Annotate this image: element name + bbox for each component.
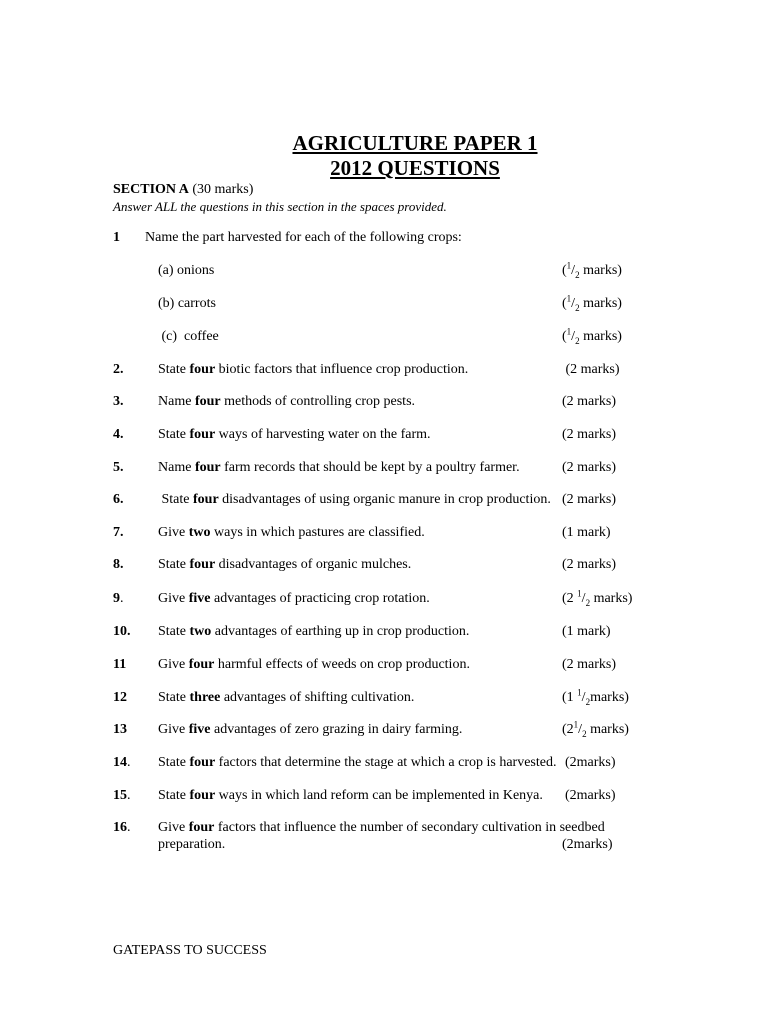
question-text: State four ways of harvesting water on the farm. bbox=[158, 427, 431, 442]
question-marks: (2marks) bbox=[562, 837, 613, 852]
question-marks: ($2^1/_2$ marks) bbox=[562, 719, 629, 739]
question-part: (c) coffee bbox=[158, 329, 219, 344]
question-text: State four disadvantages of using organic manure in crop production. bbox=[158, 492, 551, 507]
question-number: 2. bbox=[113, 362, 124, 377]
question-text: Give two ways in which pastures are classified. bbox=[158, 525, 425, 540]
question-text-continued: preparation. bbox=[158, 837, 226, 852]
question-number: 3. bbox=[113, 394, 124, 409]
question-marks: (1 mark) bbox=[562, 624, 611, 639]
question-number: 7. bbox=[113, 525, 124, 540]
question-number: 1 bbox=[113, 230, 120, 245]
question-marks: (1 mark) bbox=[562, 525, 611, 540]
question-text: State four factors that determine the stage at which a crop is harvested. bbox=[158, 755, 557, 770]
question-number: 5. bbox=[113, 460, 124, 475]
question-marks: (2 $^1/_2$ marks) bbox=[562, 588, 633, 608]
question-number: 6. bbox=[113, 492, 124, 507]
paper-title: AGRICULTURE PAPER 1 bbox=[292, 131, 538, 155]
question-marks: (2 marks) bbox=[562, 557, 617, 572]
question-part: (b) carrots bbox=[158, 296, 216, 311]
question-text: Give four harmful effects of weeds on crop production. bbox=[158, 657, 470, 672]
question-marks: ($^1/_2$ marks) bbox=[562, 326, 622, 346]
question-text: State four disadvantages of organic mulches. bbox=[158, 557, 412, 572]
question-marks: (2 marks) bbox=[562, 427, 617, 442]
question-marks: ($^1/_2$ marks) bbox=[562, 260, 622, 280]
paper-subtitle: 2012 QUESTIONS bbox=[330, 156, 500, 180]
question-text: Give four factors that influence the number of secondary cultivation in seedbed bbox=[158, 820, 605, 835]
question-number: 9. bbox=[113, 591, 124, 606]
question-marks: (2 marks) bbox=[562, 657, 617, 672]
section-marks: (30 marks) bbox=[192, 182, 254, 197]
question-text: Name four farm records that should be kept by a poultry farmer. bbox=[158, 460, 520, 475]
question-marks: (2 marks) bbox=[562, 460, 617, 475]
question-text: State four biotic factors that influence crop production. bbox=[158, 362, 469, 377]
question-part: (a) onions bbox=[158, 263, 215, 278]
section-label: SECTION A bbox=[113, 182, 189, 197]
section-heading bbox=[113, 181, 253, 198]
question-marks: (2 marks) bbox=[562, 362, 620, 377]
question-marks: (2 marks) bbox=[562, 492, 617, 507]
question-marks: (2 marks) bbox=[562, 394, 617, 409]
question-number: 12 bbox=[113, 690, 127, 705]
question-text: Give five advantages of practicing crop rotation. bbox=[158, 591, 430, 606]
question-text: State two advantages of earthing up in crop production. bbox=[158, 624, 470, 639]
question-text: Give five advantages of zero grazing in dairy farming. bbox=[158, 722, 463, 737]
question-number: 10. bbox=[113, 624, 131, 639]
question-number: 8. bbox=[113, 557, 124, 572]
question-number: 16. bbox=[113, 820, 131, 835]
page-footer: GATEPASS TO SUCCESS bbox=[113, 943, 267, 958]
question-marks: (1 $^1/_2marks$) bbox=[562, 687, 629, 707]
question-marks: (2marks) bbox=[565, 788, 616, 803]
question-number: 14. bbox=[113, 755, 131, 770]
question-marks: (2marks) bbox=[565, 755, 616, 770]
question-text: Name four methods of controlling crop pests. bbox=[158, 394, 416, 409]
question-text: State four ways in which land reform can be implemented in Kenya. bbox=[158, 788, 543, 803]
question-text: Name the part harvested for each of the following crops: bbox=[145, 230, 462, 245]
question-number: 15. bbox=[113, 788, 131, 803]
question-text: State three advantages of shifting cultivation. bbox=[158, 690, 415, 705]
question-number: 13 bbox=[113, 722, 127, 737]
question-number: 4. bbox=[113, 427, 124, 442]
question-marks: ($^1/_2$ marks) bbox=[562, 293, 622, 313]
question-number: 11 bbox=[113, 657, 127, 672]
section-instruction: Answer ALL the questions in this section in the spaces provided. bbox=[113, 199, 447, 214]
